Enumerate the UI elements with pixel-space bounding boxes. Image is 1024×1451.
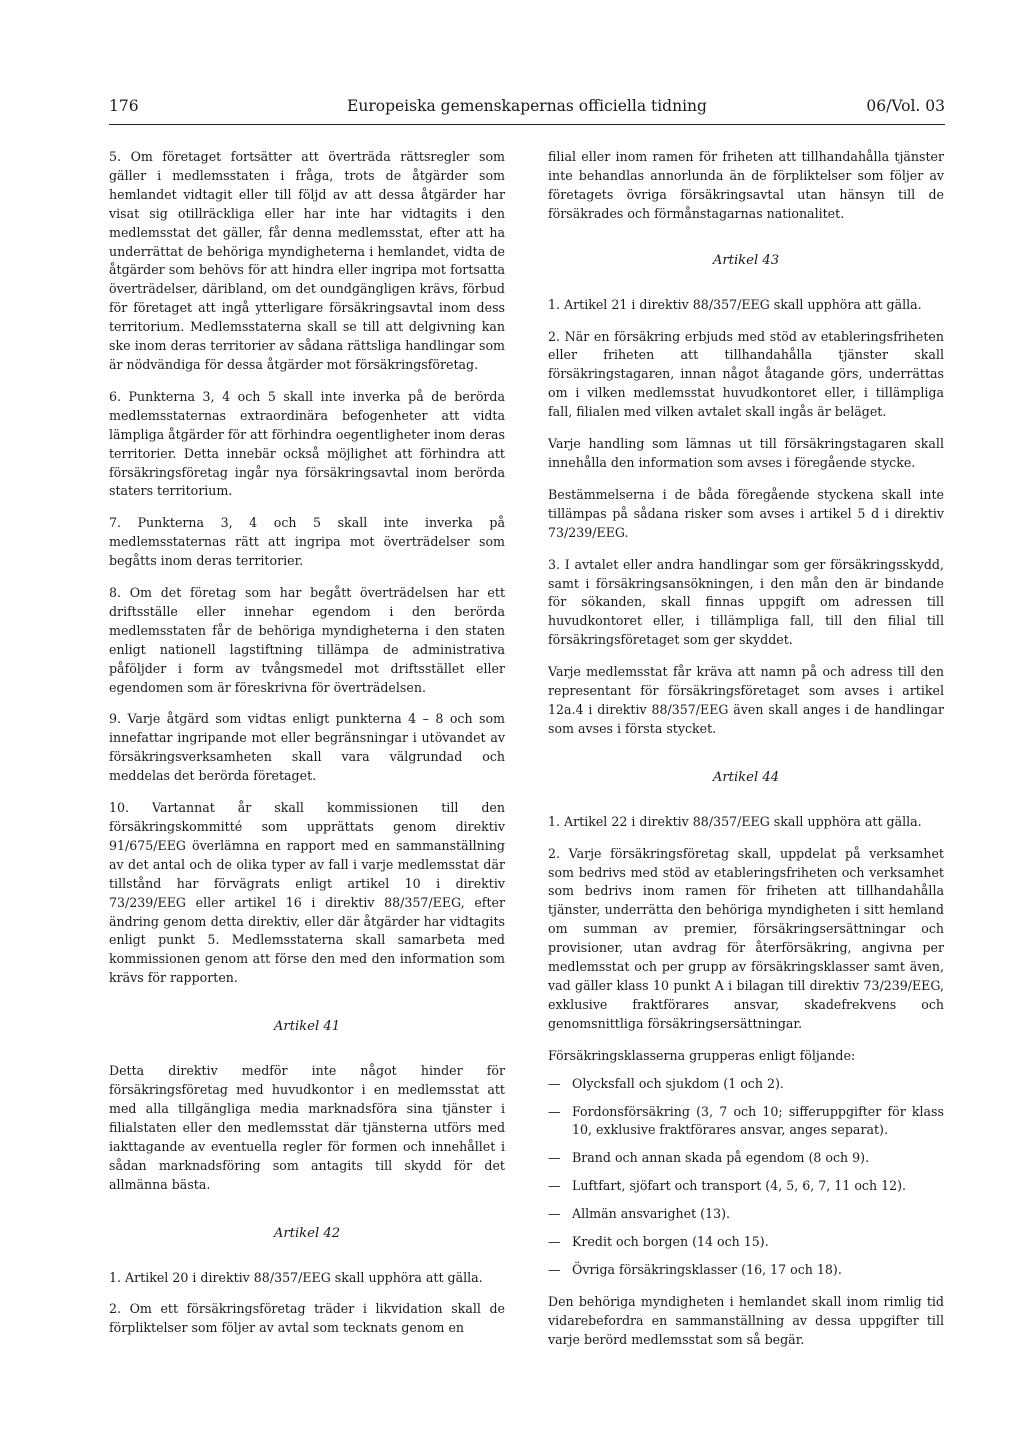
article-44-paragraph-1: 1. Artikel 22 i direktiv 88/357/EEG skall upphöra att gälla.	[548, 813, 922, 829]
article-43-heading: Artikel 43	[712, 252, 780, 268]
dash-marker: —	[548, 1075, 561, 1091]
list-item: — Fordonsförsäkring (3, 7 och 10; sifferuppgifter för klass 10, exklusive fraktförares ansvar, anges separat).	[548, 1103, 944, 1138]
dash-marker: —	[548, 1261, 561, 1277]
article-41-text: Detta direktiv medför inte något hinder för försäkringsföretag med huvudkontor i en medlemsstat att med alla tillgängliga media marknadsföra sina tjänster i filialstaten eller den medlemsstat där tjänsterna utförs med iakttagande av eventuella regler för formen och innehållet i sådan marknadsföring som antagits till skydd för det allmänna bästa.	[109, 1063, 505, 1192]
dash-marker: —	[548, 1234, 561, 1250]
volume-reference: 06/Vol. 03	[866, 97, 945, 115]
paragraph-10: 10. Vartannat år skall kommissionen till den försäkringskommitté som upprättats genom direktiv 91/675/EEG överlämna en rapport med en sammanställning av det antal och de olika typer av fall i varje medlemsstat där tillstånd har förvägrats enligt artikel 10 i direktiv 73/239/EEG eller artikel 16 i direktiv 88/357/EEG, efter ändring genom detta direktiv, eller där åtgärder har vidtagits enligt punkt 5. Medlemsstaterna skall samarbeta med kommissionen genom att förse den med den information som krävs för rapporten.	[109, 800, 505, 986]
article-42-paragraph-1: 1. Artikel 20 i direktiv 88/357/EEG skall upphöra att gälla.	[109, 1269, 483, 1285]
article-43-paragraph-2: 2. När en försäkring erbjuds med stöd av etableringsfriheten eller friheten att tillhandahålla tjänster skall försäkringstagaren, innan något åtagande görs, underrättas om i vilken medlemsstat huvudkontoret eller, i tillämpliga fall, filialen med vilken avtalet skall ingås är beläget.	[548, 328, 944, 420]
left-column	[109, 148, 505, 1338]
article-42-paragraph-2: 2. Om ett försäkringsföretag träder i likvidation skall de förpliktelser som följer av avtal som tecknats genom en	[109, 1301, 505, 1336]
list-item: — Luftfart, sjöfart och transport (4, 5, 6, 7, 11 och 12).	[548, 1177, 944, 1196]
header-rule	[109, 124, 945, 125]
dash-marker: —	[548, 1178, 561, 1194]
list-item: — Brand och annan skada på egendom (8 och 9).	[548, 1149, 944, 1168]
paragraph-9: 9. Varje åtgärd som vidtas enligt punkterna 4 – 8 och som innefattar ingripande mot eller begränsningar i utövandet av försäkringsverksamheten skall vara välgrundad och meddelas det berörda företaget.	[109, 711, 505, 784]
list-item: — Allmän ansvarighet (13).	[548, 1205, 944, 1224]
article-44-paragraph-2: 2. Varje försäkringsföretag skall, uppdelat på verksamhet som bedrivs med stöd av etableringsfriheten och verksamhet som bedrivs inom ramen för friheten att tillhandahålla tjänster, underrätta den behöriga myndigheten i sitt hemland om summan av premier, försäkringsersättningar och provisioner, utan avdrag för återförsäkring, angivna per medlemsstat och per grupp av försäkringsklasser samt även, vad gäller klass 10 punkt A i bilagan till direktiv 73/239/EEG, exklusive fraktförares ansvar, skadefrekvens och genomsnittliga försäkringsersättningar.	[548, 845, 944, 1031]
list-item: — Övriga försäkringsklasser (16, 17 och 18).	[548, 1261, 944, 1280]
article-43-paragraph-5: 3. I avtalet eller andra handlingar som ger försäkringsskydd, samt i försäkringsansökningen, i den mån den är bindande för sökanden, skall finnas uppgift om adressen till huvudkontoret eller, i tillämpliga fall, till den filial till försäkringsföretaget som ger skyddet.	[548, 556, 944, 648]
article-43-paragraph-1: 1. Artikel 21 i direktiv 88/357/EEG skall upphöra att gälla.	[548, 296, 922, 312]
list-item: — Olycksfall och sjukdom (1 och 2).	[548, 1075, 944, 1094]
dash-marker: —	[548, 1150, 561, 1166]
right-column	[548, 148, 944, 1350]
journal-title: Europeiska gemenskapernas officiella tidning	[347, 97, 707, 115]
dash-marker: —	[548, 1103, 561, 1119]
article-44-paragraph-4: Den behöriga myndigheten i hemlandet skall inom rimlig tid vidarebefordra en sammanställning av dessa uppgifter till varje berörd medlemsstat som så begär.	[548, 1293, 944, 1347]
article-43-paragraph-4: Bestämmelserna i de båda föregående styckena skall inte tillämpas på sådana risker som avses i artikel 5 d i direktiv 73/239/EEG.	[548, 486, 944, 540]
paragraph-6: 6. Punkterna 3, 4 och 5 skall inte inverka på de berörda medlemsstaternas extraordinära befogenheter att vidta lämpliga åtgärder för att förhindra oegentligheter inom deras territorier. Detta innebär också möjlighet att förhindra att försäkringsföretag ingår nya försäkringsavtal inom berörda staters territorium.	[109, 388, 505, 499]
dash-marker: —	[548, 1206, 561, 1222]
list-item: — Kredit och borgen (14 och 15).	[548, 1233, 944, 1252]
page-number: 176	[109, 97, 139, 115]
article-44-heading: Artikel 44	[712, 769, 780, 785]
article-42-paragraph-2-continued: filial eller inom ramen för friheten att tillhandahålla tjänster inte behandlas annorlunda än de förpliktelser som följer av företagets övriga försäkringsavtal utan hänsyn till de försäkrades och förmånstagarnas nationalitet.	[548, 149, 944, 221]
paragraph-5: 5. Om företaget fortsätter att överträda rättsregler som gäller i medlemsstaten i fråga, trots de åtgärder som hemlandet vidtagit eller till följd av att dessa åtgärder har visat sig otillräckliga eller har inte har vidtagits i den medlemsstat det gäller, får denna medlemsstat, efter att ha underrättat de behöriga myndigheterna i hemlandet, vidta de åtgärder som behövs för att hindra eller ingripa mot fortsatta överträdelser, däribland, om det oundgängligen krävs, förbud för företaget att ingå ytterligare försäkringsavtal inom dess territorium. Medlemsstaterna skall se till att delgivning kan ske inom deras territorier av sådana rättsliga handlingar som är nödvändiga för dessa åtgärder mot försäkringsföretag.	[109, 149, 505, 372]
insurance-class-groups	[548, 1075, 944, 1280]
paragraph-7: 7. Punkterna 3, 4 och 5 skall inte inverka på medlemsstaternas rätt att ingripa mot överträdelser som begåtts inom deras territorier.	[109, 515, 505, 569]
article-43-paragraph-6: Varje medlemsstat får kräva att namn på och adress till den representant för försäkringsföretaget som avses i artikel 12a.4 i direktiv 88/357/EEG även skall anges i de handlingar som avses i första stycket.	[548, 664, 944, 736]
page-header	[109, 96, 945, 122]
paragraph-8: 8. Om det företag som har begått överträdelsen har ett driftsställe eller innehar egendom i den berörda medlemsstaten får de behöriga myndigheterna i den staten enligt nationell lagstiftning tillämpa de administrativa påföljder i form av tvångsmedel mot driftsstället eller egendomen som är föreskrivna för överträdelsen.	[109, 585, 505, 695]
article-42-heading: Artikel 42	[273, 1225, 341, 1241]
article-41-heading: Artikel 41	[273, 1019, 341, 1035]
article-44-paragraph-3: Försäkringsklasserna grupperas enligt följande:	[548, 1047, 856, 1063]
article-43-paragraph-3: Varje handling som lämnas ut till försäkringstagaren skall innehålla den information som avses i föregående stycke.	[548, 436, 944, 470]
